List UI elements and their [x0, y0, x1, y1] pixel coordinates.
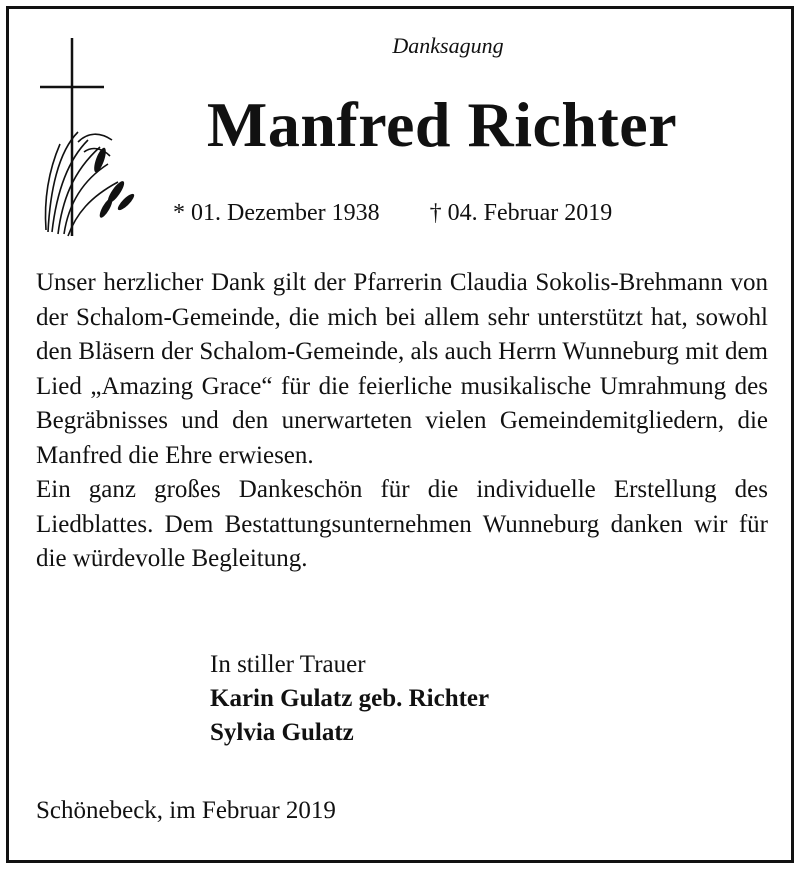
mourning-phrase: In stiller Trauer — [210, 651, 366, 678]
thanks-paragraph: Ein ganz großes Dankeschön für die individuelle Erstellung des Liedblattes. Dem Bestattungsunternehmen Wunneburg danken wir für die würdevolle Begleitung. — [36, 476, 768, 572]
closing-block — [210, 648, 489, 750]
signer-name: Karin Gulatz geb. Richter — [210, 685, 490, 712]
signer-name: Sylvia Gulatz — [210, 719, 354, 746]
thanks-paragraph: Unser herzlicher Dank gilt der Pfarrerin Claudia Sokolis-Brehmann von der Schalom-Gemeinde, die mich bei allem sehr unterstützt hat, sowohl den Bläsern der Schalom-Gemeinde, als auch Herrn Wunneburg mit dem Lied „Amazing Grace“ für die feierliche musikalische Umrahmung des Begräbnisses und den unerwarteten vielen Gemeindemitgliedern, die Manfred die Ehre erwiesen. — [36, 269, 768, 469]
notice-header: Danksagung — [392, 33, 504, 58]
place-date: Schönebeck, im Februar 2019 — [36, 797, 336, 824]
life-dates — [173, 200, 612, 227]
thanks-text — [36, 266, 768, 577]
death-date: † 04. Februar 2019 — [429, 200, 613, 226]
deceased-name: Manfred Richter — [206, 89, 678, 160]
birth-date: * 01. Dezember 1938 — [173, 200, 380, 226]
